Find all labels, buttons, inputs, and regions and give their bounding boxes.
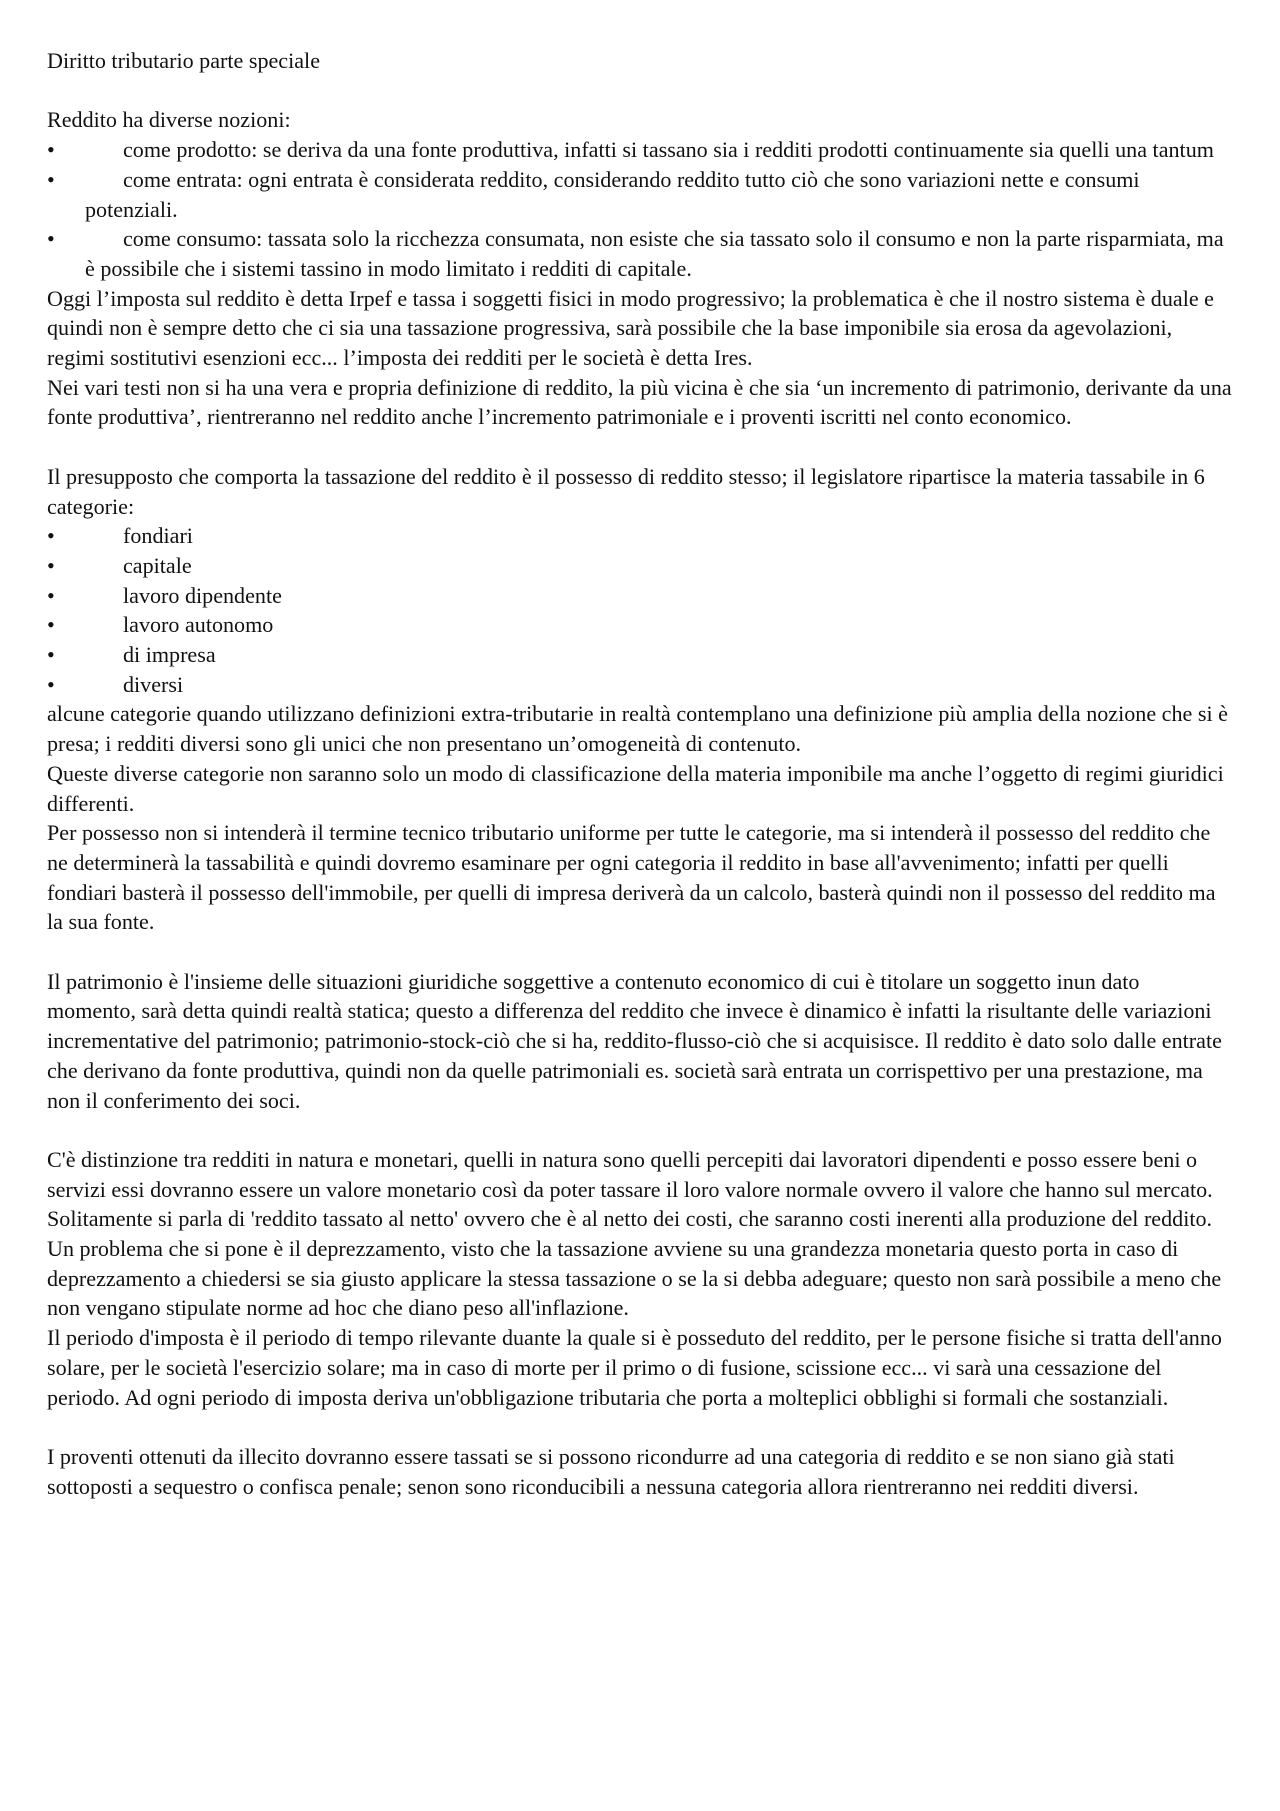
bullet-icon: • xyxy=(47,642,55,668)
list-item xyxy=(47,551,1232,581)
bullet-icon: • xyxy=(47,612,55,638)
paragraph-illecito: I proventi ottenuti da illecito dovranno essere tassati se si possono ricondurre ad una categoria di reddito e se non siano già stati sottoposti a sequestro o confisca penale; senon sono riconducibili a nessuna categoria allora rientreranno nei redditi diversi. xyxy=(47,1443,1175,1499)
list-item xyxy=(47,135,1232,165)
paragraph-presupposto: Il presupposto che comporta la tassazione del reddito è il possesso di reddito stesso; il legislatore ripartisce la materia tassabile in 6 categorie: xyxy=(47,463,1205,519)
paragraph-netto: Solitamente si parla di 'reddito tassato al netto' ovvero che è al netto dei costi, che saranno costi inerenti alla produzione del reddito. xyxy=(47,1206,1213,1232)
bullet-icon: • xyxy=(47,552,55,578)
document-title: Diritto tributario parte speciale xyxy=(47,48,321,73)
list-item xyxy=(47,521,1232,551)
bullet-icon: • xyxy=(47,166,55,192)
list-item-text: come prodotto: se deriva da una fonte produttiva, infatti si tassano sia i redditi prodotti continuamente sia quelli una tantum xyxy=(123,137,1214,163)
paragraph-irpef: Oggi l’imposta sul reddito è detta Irpef e tassa i soggetti fisici in modo progressivo; la problematica è che il nostro sistema è duale e quindi non è sempre detto che ci sia una tassazione progressiva, sarà possibile che la base imponibile sia erosa da agevolazioni, regimi sostitutivi esenzioni ecc... l’imposta dei redditi per le società è detta Ires. xyxy=(47,285,1214,371)
bullet-icon: • xyxy=(47,523,55,549)
list-item-text: come consumo: tassata solo la ricchezza consumata, non esiste che sia tassato solo il consumo e non la parte risparmiata, ma è possibile che i sistemi tassino in modo limitato i redditi di capitale. xyxy=(85,226,1224,281)
notions-list xyxy=(47,135,1232,284)
spacer xyxy=(47,76,1232,106)
list-item xyxy=(47,224,1232,283)
list-item-text: capitale xyxy=(123,552,192,578)
list-item-text: lavoro autonomo xyxy=(123,612,274,638)
bullet-icon: • xyxy=(47,582,55,608)
paragraph-deprezzamento: Un problema che si pone è il deprezzamento, visto che la tassazione avviene su una grandezza monetaria questo porta in caso di deprezzamento a chiedersi se sia giusto applicare la stessa tassazione o se la si debba adeguare; questo non sarà possibile a meno che non vengano stipulate norme ad hoc che diano peso all'inflazione. xyxy=(47,1236,1222,1321)
paragraph-possesso: Per possesso non si intenderà il termine tecnico tributario uniforme per tutte le categorie, ma si intenderà il possesso del reddito che ne determinerà la tassabilità e quindi dovremo esaminare per ogni categoria il reddito in base all'avvenimento; infatti per quelli fondiari basterà il possesso dell'immobile, per quelli di impresa deriverà da un calcolo, basterà quindi non il possesso del reddito ma la sua fonte. xyxy=(47,820,1216,935)
paragraph-classificazione: Queste diverse categorie non saranno solo un modo di classificazione della materia imponibile ma anche l’oggetto di regimi giuridici differenti. xyxy=(47,760,1224,816)
list-item xyxy=(47,165,1232,224)
list-item-text: di impresa xyxy=(123,642,216,668)
intro-line: Reddito ha diverse nozioni: xyxy=(47,107,291,133)
categories-list xyxy=(47,521,1232,699)
list-item xyxy=(47,610,1232,640)
list-item-text: come entrata: ogni entrata è considerata reddito, considerando reddito tutto ciò che sono variazioni nette e consumi potenziali. xyxy=(85,166,1140,222)
list-item-text: fondiari xyxy=(123,523,193,549)
bullet-icon: • xyxy=(47,137,55,163)
spacer xyxy=(47,1115,1232,1145)
list-item xyxy=(47,640,1232,670)
paragraph-natura: C'è distinzione tra redditi in natura e monetari, quelli in natura sono quelli percepiti dai lavoratori dipendenti e posso essere beni o servizi essi dovranno essere un valore monetario così da poter tassare il loro valore normale ovvero il valore che hanno sul mercato. xyxy=(47,1146,1213,1202)
paragraph-definizione: Nei vari testi non si ha una vera e propria definizione di reddito, la più vicina è che sia ‘un incremento di patrimonio, derivante da una fonte produttiva’, rientreranno nel reddito anche l’incremento patrimoniale e i proventi iscritti nel conto economico. xyxy=(47,374,1232,430)
bullet-icon: • xyxy=(47,226,55,252)
paragraph-periodo: Il periodo d'imposta è il periodo di tempo rilevante duante la quale si è posseduto del reddito, per le persone fisiche si tratta dell'anno solare, per le società l'esercizio solare; ma in caso di morte per il primo o di fusione, scissione ecc... vi sarà una cessazione del periodo. Ad ogni periodo di imposta deriva un'obbligazione tributaria che porta a molteplici obblighi si formali che sostanziali. xyxy=(47,1325,1222,1410)
list-item-text: lavoro dipendente xyxy=(123,582,282,608)
bullet-icon: • xyxy=(47,671,55,697)
spacer xyxy=(47,432,1232,462)
list-item-text: diversi xyxy=(123,671,184,697)
spacer xyxy=(47,1412,1232,1442)
list-item xyxy=(47,581,1232,611)
list-item xyxy=(47,670,1232,700)
paragraph-patrimonio: Il patrimonio è l'insieme delle situazioni giuridiche soggettive a contenuto economico di cui è titolare un soggetto inun dato momento, sarà detta quindi realtà statica; questo a differenza del reddito che invece è dinamico è infatti la risultante delle variazioni incrementative del patrimonio; patrimonio-stock-ciò che si ha, reddito-flusso-ciò che si acquisisce. Il reddito è dato solo dalle entrate che derivano da fonte produttiva, quindi non da quelle patrimoniali es. società sarà entrata un corrispettivo per una prestazione, ma non il conferimento dei soci. xyxy=(47,968,1222,1113)
paragraph-categorie: alcune categorie quando utilizzano definizioni extra-tributarie in realtà contemplano una definizione più amplia della nozione che si è presa; i redditi diversi sono gli unici che non presentano un’omogeneità di contenuto. xyxy=(47,701,1228,757)
spacer xyxy=(47,937,1232,967)
